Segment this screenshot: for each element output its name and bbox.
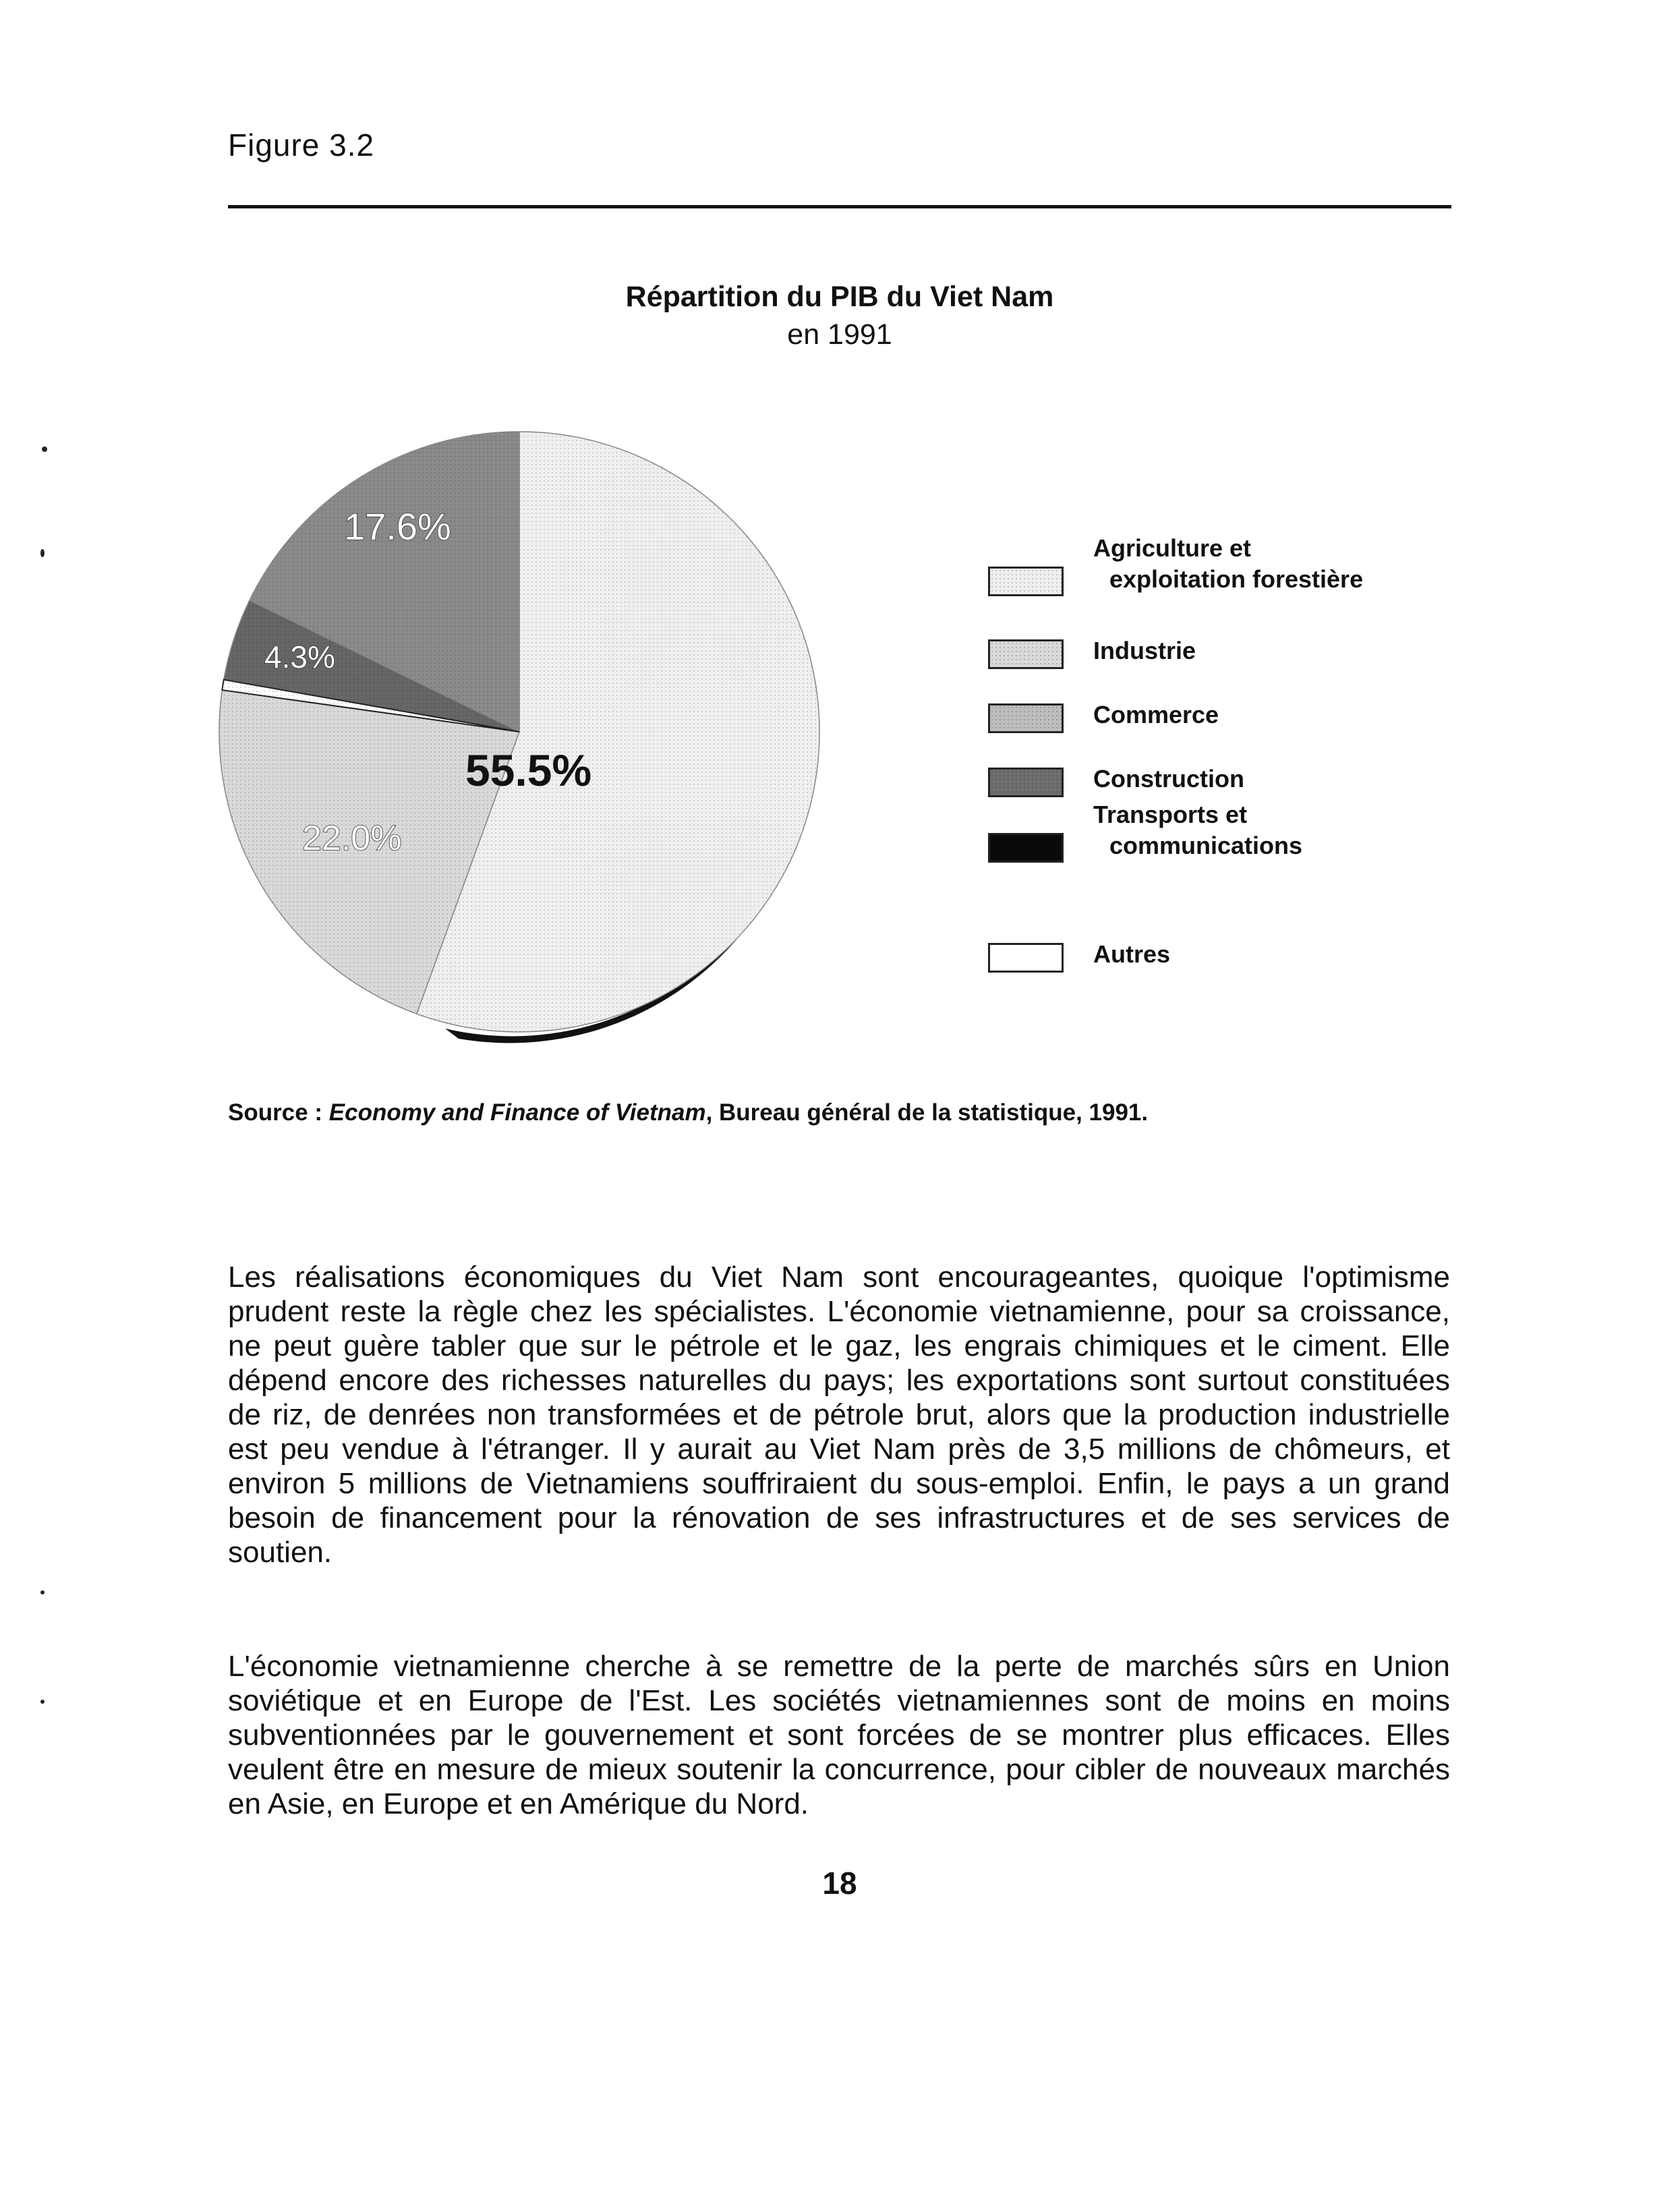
legend-swatch	[988, 567, 1064, 596]
legend-swatch	[988, 768, 1064, 797]
source-rest: , Bureau général de la statistique, 1991.	[705, 1099, 1149, 1126]
legend-label-line1: Industrie	[1093, 637, 1196, 664]
horizontal-rule	[228, 205, 1451, 208]
legend-label-line1: Construction	[1093, 765, 1244, 793]
legend-label	[1093, 799, 1302, 861]
chart-title-line1: Répartition du PIB du Viet Nam	[625, 281, 1054, 313]
legend-label-line2: exploitation forestière	[1109, 565, 1364, 593]
legend-label-line1: Commerce	[1093, 701, 1219, 728]
legend-swatch	[988, 943, 1064, 973]
scan-speck	[40, 1590, 45, 1594]
legend-label	[1093, 939, 1170, 970]
pie-slice-label: 17.6%	[344, 505, 451, 548]
scan-speck	[40, 1700, 45, 1704]
legend-label-line1: Agriculture et	[1093, 534, 1252, 562]
chart-title	[472, 278, 1207, 353]
pie-slice-label: 4.3%	[264, 639, 335, 674]
chart-title-line2: en 1991	[787, 318, 892, 351]
legend-label-line2: communications	[1109, 832, 1303, 859]
paragraph-2: L'économie vietnamienne cherche à se remettre de la perte de marchés sûrs en Union soviétique et en Europe de l'Est. Les sociétés vietnamiennes sont de moins en moins subventionnées par le gouvernement et sont forcées de se montrer plus efficaces. Elles veulent être en mesure de mieux soutenir la concurrence, pour cibler de nouveaux marchés en Asie, en Europe et en Amérique du Nord.	[228, 1650, 1450, 1820]
source-prefix: Source :	[228, 1099, 329, 1126]
pie-slice-label: 22.0%	[302, 819, 402, 858]
legend-label	[1093, 635, 1196, 666]
legend-swatch	[988, 703, 1064, 733]
legend-swatch	[988, 639, 1064, 669]
pie-slice-label: 55.5%	[465, 745, 592, 795]
legend-label	[1093, 699, 1219, 730]
legend-swatch	[988, 833, 1064, 863]
paragraph-1: Les réalisations économiques du Viet Nam sont encourageantes, quoique l'optimisme prudent reste la règle chez les spécialistes. L'économie vietnamienne, pour sa croissance, ne peut guère tabler que sur le pétrole et le gaz, les engrais chimiques et le ciment. Elle dépend encore des richesses naturelles du pays; les exportations sont surtout constituées de riz, de denrées non transformées et de pétrole brut, alors que la production industrielle est peu vendue à l'étranger. Il y aurait au Viet Nam près de 3,5 millions de chômeurs, et environ 5 millions de Vietnamiens souffriraient du sous-emploi. Enfin, le pays a un grand besoin de financement pour la rénovation de ses infrastructures et de ses services de soutien.	[228, 1261, 1450, 1569]
source-title: Economy and Finance of Vietnam	[328, 1099, 706, 1126]
source-note	[228, 1099, 1148, 1126]
scan-speck	[40, 549, 45, 557]
figure-label: Figure 3.2	[228, 127, 375, 163]
pie-chart	[202, 418, 850, 1066]
legend-label-line1: Autres	[1093, 940, 1171, 968]
legend-label-line1: Transports et	[1093, 801, 1248, 828]
legend-label	[1093, 533, 1363, 595]
page-number: 18	[822, 1866, 857, 1901]
legend-label	[1093, 763, 1244, 795]
scan-speck	[42, 446, 47, 452]
